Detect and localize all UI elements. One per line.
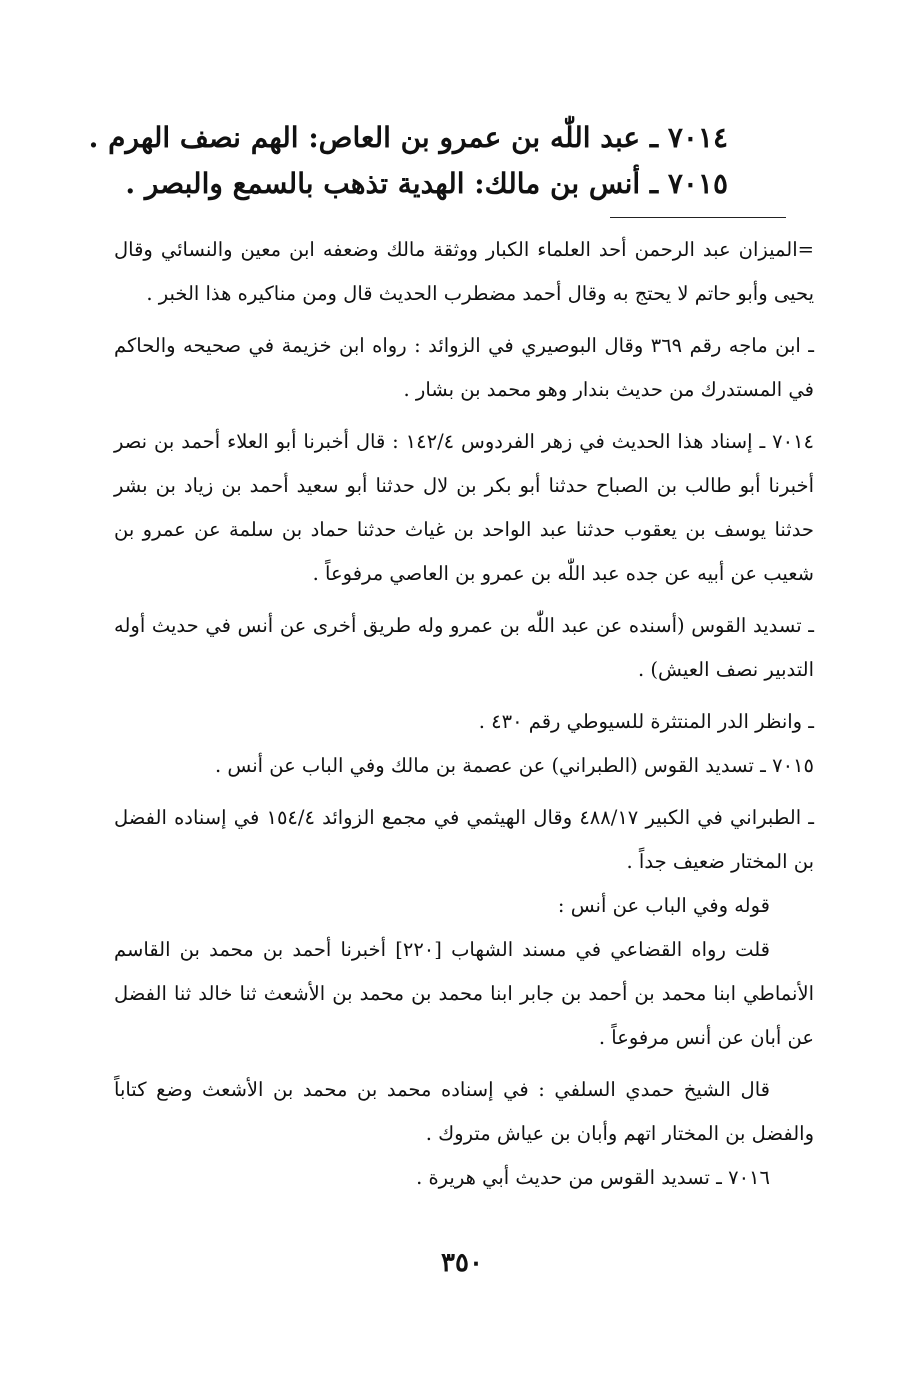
footnotes-section (114, 228, 814, 1208)
hadith-text: الهدية تذهب بالسمع والبصر . (125, 167, 465, 200)
page-number: ٣٥٠ (441, 1248, 483, 1278)
footnote-paragraph: قوله وفي الباب عن أنس : (557, 894, 770, 917)
footnote-paragraph: ـ ابن ماجه رقم ٣٦٩ وقال البوصيري في الزوائد : رواه ابن خزيمة في صحيحه والحاكم في المستدرك من حديث بندار وهو محمد بن بشار . (114, 334, 814, 401)
hadith-number: ٧٠١٥ (667, 167, 728, 200)
footnote-divider (610, 217, 786, 218)
footnote-paragraph: قال الشيخ حمدي السلفي : في إسناده محمد بن محمد بن الأشعث وضع كتاباً والفضل بن المختار اتهم وأبان بن عياش متروك . (114, 1078, 814, 1145)
hadith-narrator: أنس بن مالك (484, 167, 641, 200)
footnote-paragraph: ٧٠١٤ ـ إسناد هذا الحديث في زهر الفردوس ١٤٢/٤ : قال أخبرنا أبو العلاء أحمد بن نصر أخبرنا أبو طالب بن الصباح حدثنا أبو بكر بن لال حدثنا أبو سعيد أحمد بن زياد بن بشر حدثنا يوسف بن يعقوب حدثنا عبد الواحد بن غياث حدثنا حماد بن سلمة عن عمرو بن شعيب عن أبيه عن جده عبد اللّٰه بن عمرو بن العاصي مرفوعاً . (114, 430, 814, 585)
footnote-paragraph: =الميزان عبد الرحمن أحد العلماء الكبار ووثقة مالك وضعفه ابن معين والنسائي وقال يحيى وأبو حاتم لا يحتج به وقال أحمد مضطرب الحديث قال ومن مناكيره هذا الخبر . (114, 238, 814, 305)
footnote-paragraph: ٧٠١٥ ـ تسديد القوس (الطبراني) عن عصمة بن مالك وفي الباب عن أنس . (214, 754, 814, 777)
footnote-paragraph: ٧٠١٦ ـ تسديد القوس من حديث أبي هريرة . (416, 1166, 770, 1189)
hadith-narrator: عبد اللّٰه بن عمرو بن العاص (318, 121, 641, 154)
hadith-text: الهم نصف الهرم . (88, 121, 299, 154)
hadith-number: ٧٠١٤ (667, 121, 728, 154)
footnote-paragraph: ـ تسديد القوس (أسنده عن عبد اللّٰه بن عمرو وله طريق أخرى عن أنس في حديث أوله التدبير نصف العيش) . (114, 614, 814, 681)
footnote-paragraph: قلت رواه القضاعي في مسند الشهاب [٢٢٠] أخبرنا أحمد بن محمد بن القاسم الأنماطي ابنا محمد بن أحمد بن جابر ابنا محمد بن محمد بن الأشعث ثنا خالد ثنا الفضل عن أبان عن أنس مرفوعاً . (114, 938, 814, 1049)
hadith-entry: ٧٠١٤ ـ عبد اللّٰه بن عمرو بن العاص: الهم نصف الهرم . (88, 121, 728, 154)
footnote-paragraph: ـ الطبراني في الكبير ٤٨٨/١٧ وقال الهيثمي في مجمع الزوائد ١٥٤/٤ في إسناده الفضل بن المختار ضعيف جداً . (114, 806, 814, 873)
hadith-entry: ٧٠١٥ ـ أنس بن مالك: الهدية تذهب بالسمع والبصر . (125, 167, 728, 200)
footnote-paragraph: ـ وانظر الدر المنتثرة للسيوطي رقم ٤٣٠ . (478, 710, 814, 733)
